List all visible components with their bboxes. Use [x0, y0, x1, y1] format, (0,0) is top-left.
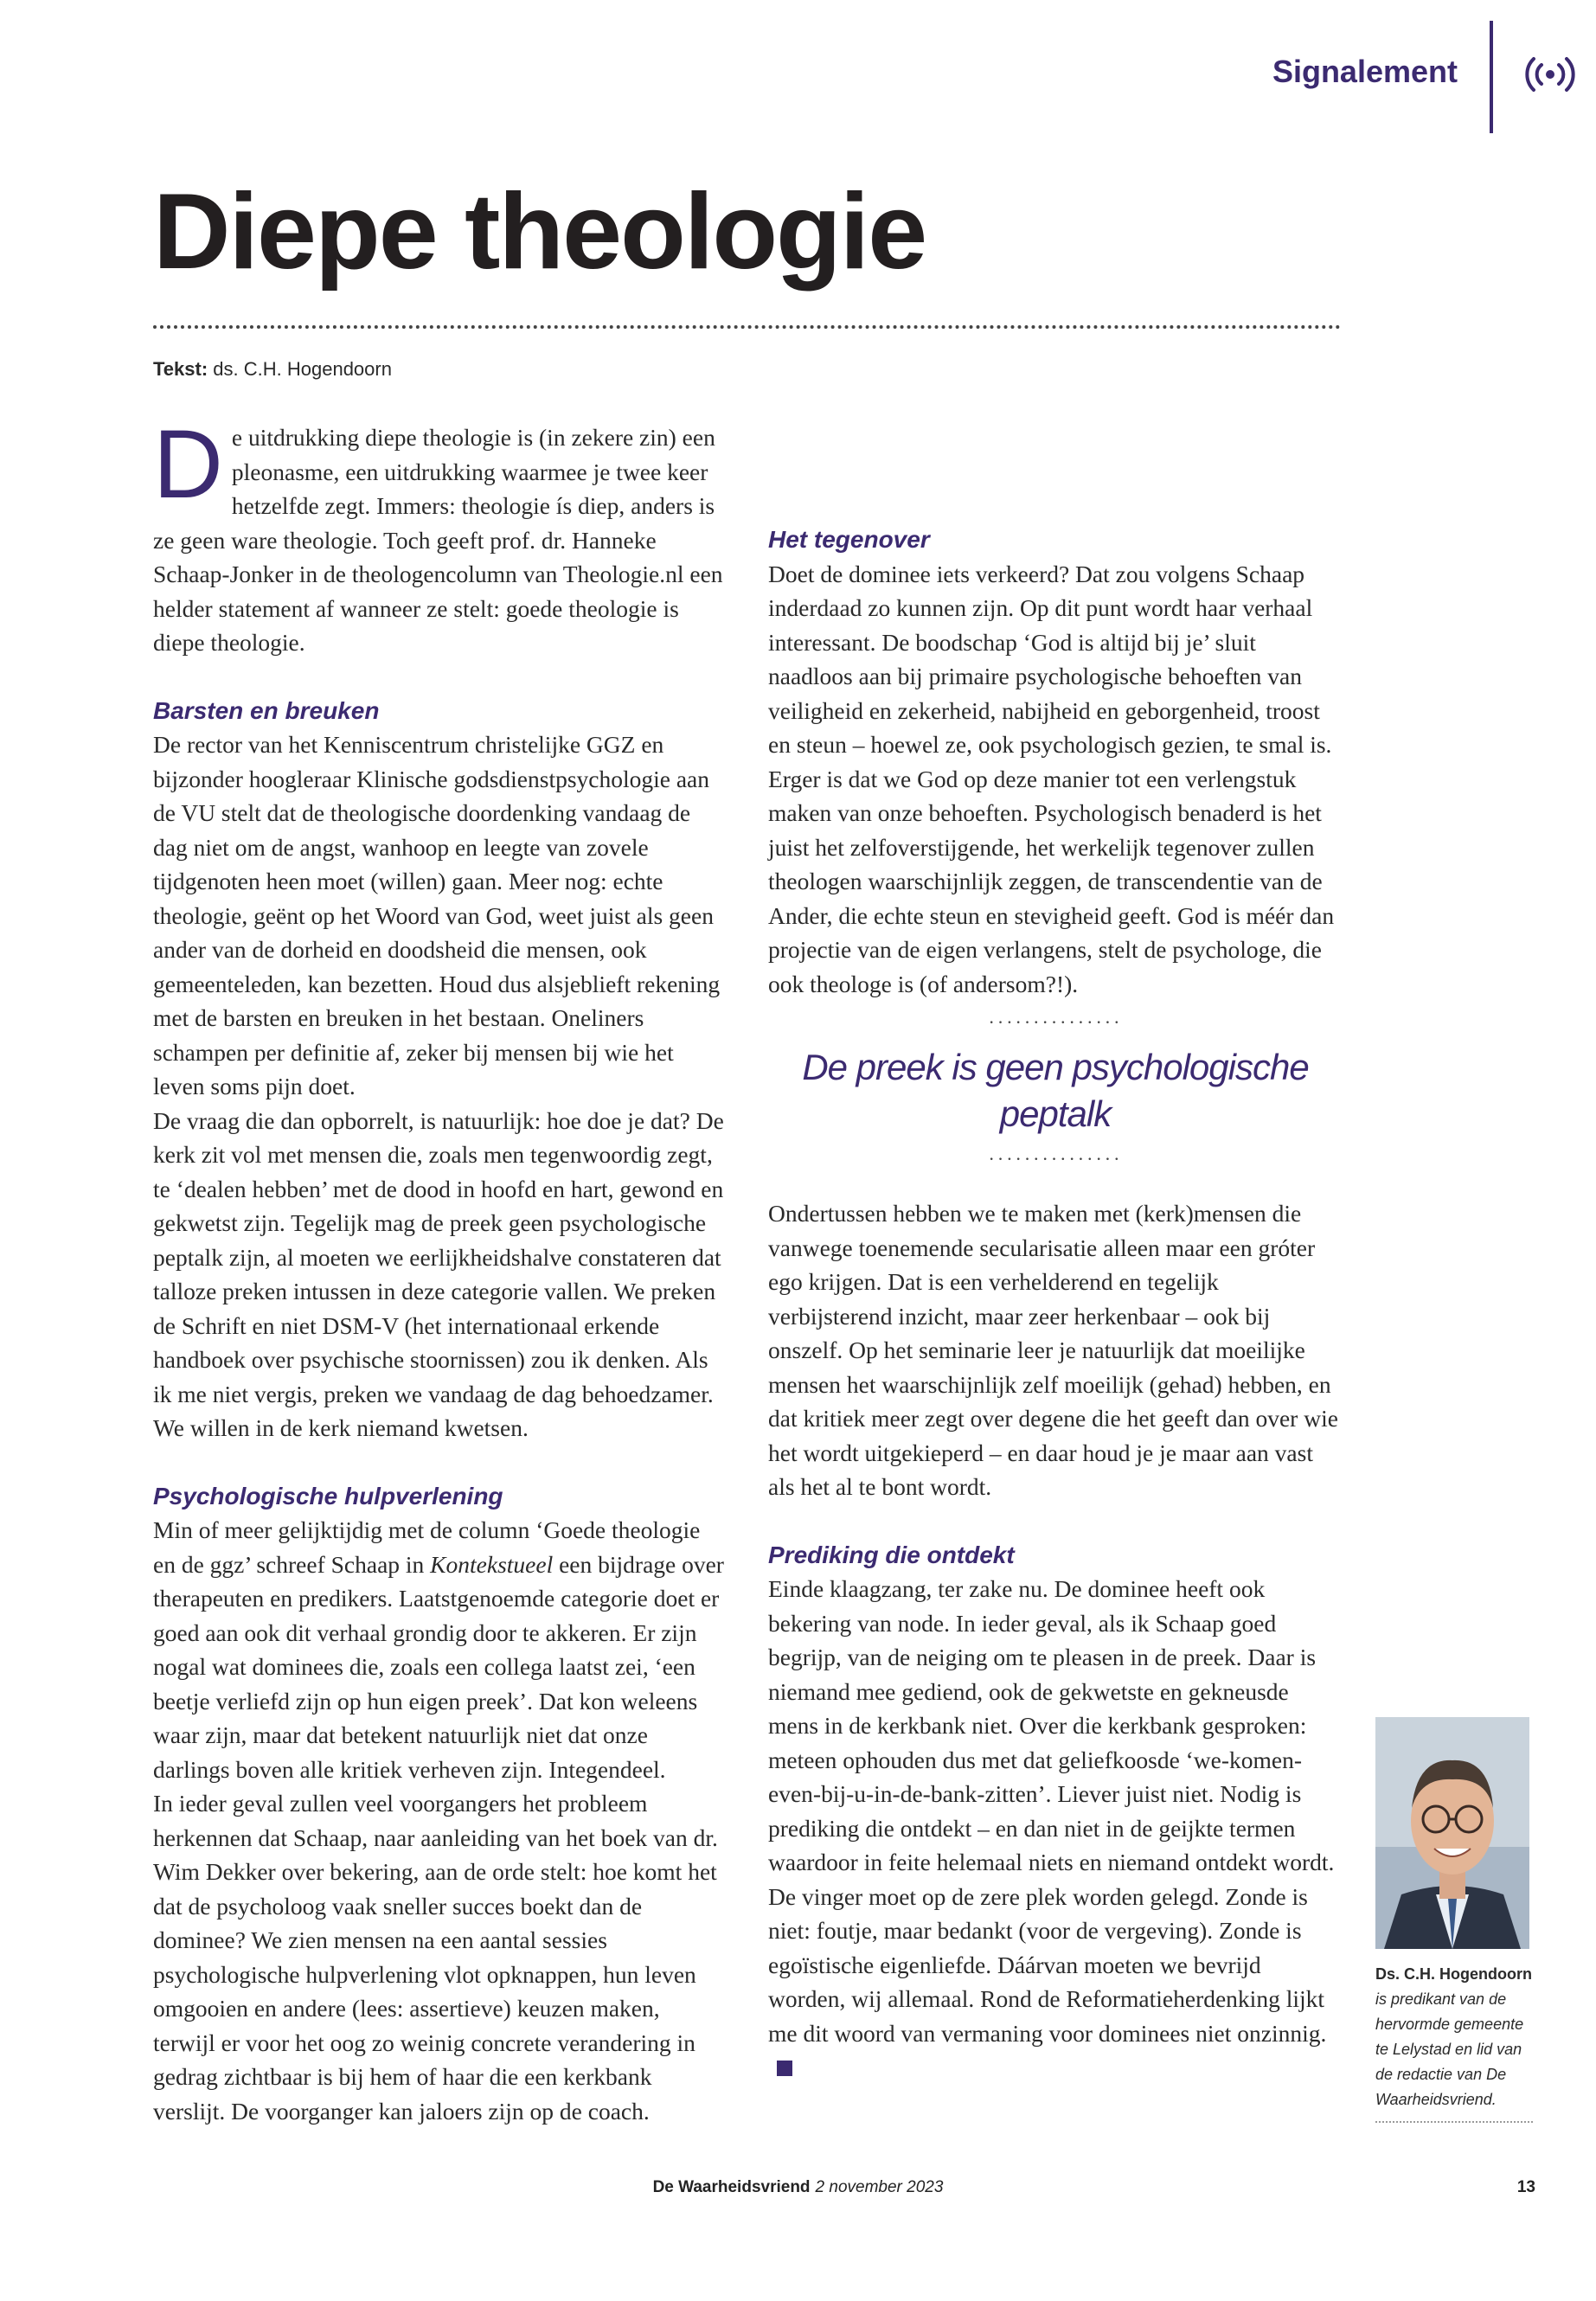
page-number: 13 [1516, 2178, 1535, 2196]
body-paragraph: De rector van het Kenniscentrum christelijke GGZ en bijzonder hoogleraar Klinische godsdienstpsychologie aan de VU stelt dat de theologische doordenking vandaag de dag niet om de angst, wanhoop en leegte van zovele tijdgenoten heen moet (willen) gaan. Meer nog: echte theologie, geënt op het Woord van God, weet juist als geen ander van de dorheid en doodsheid die mensen, ook gemeenteleden, kan bezetten. Houd dus alsjeblieft rekening met de barsten en breuken in het bestaan. Oneliners schampen per definitie af, zeker bij mensen bij wie het leven soms pijn doet. [153, 731, 721, 1099]
subheading-tegenover: Het tegenover [768, 526, 930, 553]
column-left [153, 410, 724, 2128]
dropcap: D [153, 410, 223, 518]
body-paragraph: De vraag die dan opborrelt, is natuurlijk: hoe doe je dat? De kerk zit vol met mensen die, zoals men tegenwoordig zegt, te ‘dealen hebben’ met de dood in hoofd en hart, gewond en gekwetst zijn. Tegelijk mag de preek geen psychologische peptalk zijn, al moeten we eerlijkheidshalve constateren dat talloze preken intussen in deze categorie vallen. We preken de Schrift en niet DSM-V (het internationaal erkende handboek over psychische stoornissen) zou ik denken. Als ik me niet vergis, preken we vandaag de dag behoedzamer. We willen in de kerk niemand kwetsen. [153, 1106, 724, 1441]
section-label: Signalement [1272, 54, 1458, 89]
author-bio: is predikant van de hervormde gemeente te Lelystad en lid van de redactie van De Waarheidsvriend. [1375, 1990, 1524, 2108]
publication-name: Kontekstueel [430, 1550, 554, 1578]
header-divider [1490, 21, 1493, 133]
title-divider [153, 325, 1341, 329]
signal-broadcast-icon [1525, 56, 1575, 93]
body-text: Einde klaagzang, ter zake nu. De dominee heeft ook bekering van node. In ieder geval, als ik Schaap goed begrijp, van de neiging om te pleasen in de preek. Daar is niemand mee gediend, ook de gekwetste en gekneusde mens in de kerkbank niet. Over die kerkbank gesproken: meteen ophouden dus met dat geliefkoosde ‘we-komen-even-bij-u-in-de-bank-zitten’. Liever juist niet. Nodig is prediking die ontdekt – en dan niet in de geijkte termen waardoor in feite helemaal niets en niemand ontdekt wordt. De vinger moet op de zere plek worden gelegd. Zonde is niet: foutje, maar bedankt (voor de vergeving). Zonde is egoïstische eigenliefde. Dáárvan moeten we bevrijd worden, wij allemaal. Rond de Reformatieherdenking lijkt me dit woord van vermaning voor dominees niet onzinnig. [768, 1575, 1335, 2047]
subheading-hulpverlening: Psychologische hulpverlening [153, 1482, 503, 1509]
subheading-barsten: Barsten en breuken [153, 696, 380, 724]
intro-paragraph [153, 410, 724, 660]
body-paragraph: In ieder geval zullen veel voorgangers het probleem herkennen dat Schaap, naar aanleiding van het boek van dr. Wim Dekker over bekering, aan de orde stelt: hoe komt het dat de psycholoog vaak sneller succes boekt dan de dominee? We zien mensen na een aantal sessies psychologische hulpverlening vlot opknappen, hun leven omgooien en andere (lees: assertieve) keuzen maken, terwijl er voor het oog zo weinig concrete verandering in gedrag zichtbaar is bij hem of haar die een kerkbank verslijt. De voorganger kan jaloers zijn op de coach. [153, 1790, 718, 2125]
issue-date: 2 november 2023 [815, 2178, 944, 2196]
body-text: een bijdrage over therapeuten en predikers. Laatstgenoemde categorie doet er goed aan ook dit verhaal grondig door te akkeren. Er zijn nogal wat dominees die, zoals een collega laatst zei, ‘een beetje verliefd zijn op hun eigen preek’. Dat kon weleens waar zijn, maar dat betekent natuurlijk niet dat onze darlings boven alle kritiek verheven zijn. Integendeel. [153, 1550, 724, 1783]
author-photo [1375, 1717, 1529, 1949]
end-mark-icon [777, 2061, 792, 2076]
byline-author: ds. C.H. Hogendoorn [213, 358, 392, 380]
pull-quote: De preek is geen psychologische peptalk [802, 1047, 1309, 1134]
page-footer [0, 2178, 1596, 2197]
body-paragraph: Doet de dominee iets verkeerd? Dat zou volgens Schaap inderdaad zo kunnen zijn. Op dit punt wordt haar verhaal interessant. De boodschap ‘God is altijd bij je’ sluit naadloos aan bij primaire psychologische behoeften van veiligheid en zekerheid, nabijheid en geborgenheid, troost en steun – hoewel ze, ook psychologisch gezien, te smal is. Erger is dat we God op deze manier tot een verlengstuk maken van onze behoeften. Psychologisch benaderd is het juist het zelfoverstijgende, het werkelijk tegenover zullen theologen waarschijnlijk zeggen, de transcendentie van de Ander, die echte steun en stevigheid geeft. God is méér dan projectie van de eigen verlangens, stelt de psychologe, die ook theologe is (of andersom?!). [768, 560, 1335, 997]
subheading-prediking: Prediking die ontdekt [768, 1541, 1015, 1568]
author-caption [1375, 1962, 1533, 2123]
column-right [768, 420, 1343, 2085]
magazine-name: De Waarheidsvriend [652, 2178, 811, 2196]
byline-label: Tekst: [153, 358, 208, 380]
pull-quote-divider: ··············· [988, 1011, 1123, 1033]
body-paragraph [153, 1513, 724, 1786]
author-name: Ds. C.H. Hogendoorn [1375, 1965, 1532, 1983]
article-title: Diepe theologie [153, 172, 926, 292]
body-text: Min of meer gelijktijdig met de column ‘Goede theologie en de ggz’ schreef Schaap in [153, 1516, 701, 1578]
body-paragraph [768, 1572, 1343, 2085]
byline [153, 358, 392, 381]
pull-quote-divider: ··············· [988, 1148, 1123, 1170]
intro-text: e uitdrukking diepe theologie is (in zekere zin) een pleonasme, een uitdrukking waarmee je twee keer hetzelfde zegt. Immers: theologie ís diep, anders is ze geen ware theologie. Toch geeft prof. dr. Hanneke Schaap-Jonker in de theologencolumn van Theologie.nl een helder statement af wanneer ze stelt: goede theologie is diepe theologie. [153, 424, 723, 656]
body-paragraph: Ondertussen hebben we te maken met (kerk)mensen die vanwege toenemende secularisatie alleen maar een gróter ego krijgen. Dat is een verhelderend en tegelijk verbijsterend inzicht, maar zeer herkenbaar – ook bij onszelf. Op het seminarie leer je natuurlijk dat moeilijke mensen het waarschijnlijk zelf moeilijk (gehad) hebben, en dat kritiek meer zegt over degene die het geeft dan over wie het wordt uitgekieperd – en daar houd je je maar aan vast als het al te bont wordt. [768, 1200, 1338, 1500]
